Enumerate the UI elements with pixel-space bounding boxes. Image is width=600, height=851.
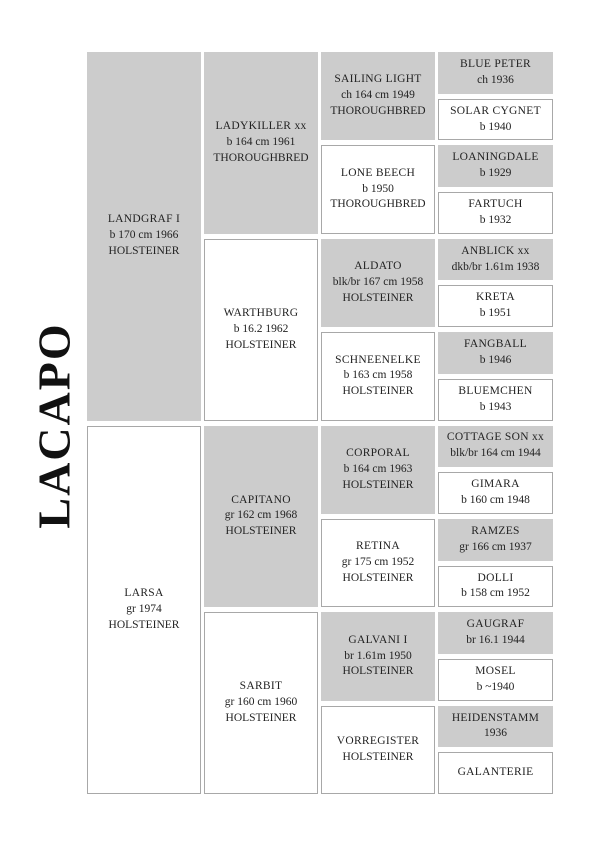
horse-info: blk/br 167 cm 1958 <box>332 276 424 288</box>
horse-name: FARTUCH <box>468 198 523 211</box>
horse-info: b 158 cm 1952 <box>461 587 530 600</box>
horse-info: dkb/br 1.61m 1938 <box>451 260 540 273</box>
horse-info: b 1951 <box>479 307 512 320</box>
horse-breed: HOLSTEINER <box>108 618 180 631</box>
pedigree-box-gen4-13 <box>438 612 553 654</box>
pedigree-box-gen4-12 <box>438 566 553 608</box>
horse-name: RAMZES <box>471 524 520 537</box>
horse-name: LOANINGDALE <box>452 151 539 164</box>
horse-info: b 1940 <box>479 120 512 133</box>
horse-name: WARTHBURG <box>223 306 299 319</box>
horse-info: b 1943 <box>479 400 512 413</box>
pedigree-box-gen4-4 <box>438 192 553 234</box>
pedigree-box-gen2-3 <box>204 426 318 608</box>
pedigree-box-gen4-8 <box>438 379 553 421</box>
horse-breed: THOROUGHBRED <box>330 105 426 118</box>
horse-name: LONE BEECH <box>340 166 416 179</box>
horse-info: ch 164 cm 1949 <box>341 89 415 102</box>
horse-info: br 1.61m 1950 <box>344 649 412 662</box>
pedigree-box-gen4-9 <box>438 426 553 468</box>
pedigree-box-gen3-6 <box>321 519 435 607</box>
pedigree-box-gen4-10 <box>438 472 553 514</box>
horse-breed: HOLSTEINER <box>342 571 414 584</box>
horse-breed: HOLSTEINER <box>225 712 297 725</box>
pedigree-box-gen4-11 <box>438 519 553 561</box>
pedigree-box-gen3-7 <box>321 612 435 700</box>
horse-name: SCHNEENELKE <box>335 353 421 366</box>
horse-name: BLUEMCHEN <box>458 384 533 397</box>
horse-info: br 16.1 1944 <box>466 634 525 647</box>
horse-breed: HOLSTEINER <box>225 338 297 351</box>
pedigree-box-gen4-2 <box>438 99 553 141</box>
horse-info: gr 1974 <box>126 602 162 615</box>
horse-breed: HOLSTEINER <box>342 478 414 491</box>
horse-name: MOSEL <box>475 664 516 677</box>
pedigree-box-gen3-2 <box>321 145 435 233</box>
horse-name: SARBIT <box>239 680 283 693</box>
pedigree-box-gen4-7 <box>438 332 553 374</box>
pedigree-box-gen3-5 <box>321 426 435 514</box>
horse-info: b 1929 <box>479 167 512 180</box>
horse-info: ch 1936 <box>477 73 514 86</box>
horse-info: b 1932 <box>479 213 512 226</box>
pedigree-box-gen2-2 <box>204 239 318 421</box>
horse-info: b 160 cm 1948 <box>461 494 530 507</box>
horse-name: GAUGRAF <box>466 618 525 631</box>
horse-name: FANGBALL <box>464 338 527 351</box>
horse-breed: THOROUGHBRED <box>213 151 309 164</box>
horse-name: KRETA <box>476 291 515 304</box>
horse-name: HEIDENSTAMM <box>451 711 540 724</box>
pedigree-box-gen2-4 <box>204 612 318 794</box>
pedigree-box-gen4-16 <box>438 752 553 794</box>
horse-name: LARSA <box>124 586 164 599</box>
horse-breed: HOLSTEINER <box>342 665 414 678</box>
pedigree-box-gen3-8 <box>321 706 435 794</box>
pedigree-box-gen2-1 <box>204 52 318 234</box>
horse-name: SAILING LIGHT <box>334 73 422 86</box>
horse-info: b 164 cm 1961 <box>226 135 296 148</box>
pedigree-box-gen4-6 <box>438 285 553 327</box>
pedigree-box-gen4-5 <box>438 239 553 281</box>
horse-breed: HOLSTEINER <box>342 385 414 398</box>
pedigree-box-gen3-4 <box>321 332 435 420</box>
horse-info: gr 166 cm 1937 <box>459 540 532 553</box>
horse-info: b 16.2 1962 <box>233 322 289 335</box>
horse-breed: HOLSTEINER <box>225 525 297 538</box>
horse-info: b ~1940 <box>476 680 515 693</box>
horse-info: gr 160 cm 1960 <box>224 696 298 709</box>
horse-name-title <box>24 52 84 798</box>
horse-info: gr 162 cm 1968 <box>224 509 298 522</box>
pedigree-box-gen3-3 <box>321 239 435 327</box>
horse-name: DOLLI <box>477 571 514 584</box>
horse-info: b 170 cm 1966 <box>109 229 179 242</box>
horse-name: ANBLICK xx <box>461 244 530 257</box>
horse-name: CAPITANO <box>231 493 291 506</box>
horse-name: COTTAGE SON xx <box>446 431 545 444</box>
horse-name: LADYKILLER xx <box>215 120 307 133</box>
horse-name: CORPORAL <box>346 446 410 459</box>
horse-name-text: LACAPO <box>28 321 80 529</box>
horse-info: b 1950 <box>362 182 394 195</box>
horse-name: GIMARA <box>471 478 520 491</box>
horse-name: RETINA <box>356 540 400 553</box>
horse-breed: HOLSTEINER <box>342 291 414 304</box>
horse-name: SOLAR CYGNET <box>450 104 541 117</box>
horse-name: VORREGISTER <box>336 734 420 747</box>
horse-breed: HOLSTEINER <box>108 245 180 258</box>
pedigree-box-gen1-2 <box>87 426 201 795</box>
horse-info: blk/br 164 cm 1944 <box>450 447 541 460</box>
horse-name: LANDGRAF I <box>107 213 181 226</box>
pedigree-box-gen4-3 <box>438 145 553 187</box>
horse-name: BLUE PETER <box>459 57 532 70</box>
horse-info: b 164 cm 1963 <box>343 462 413 475</box>
horse-info: gr 175 cm 1952 <box>341 556 415 569</box>
pedigree-box-gen4-15 <box>438 706 553 748</box>
pedigree-box-gen4-14 <box>438 659 553 701</box>
horse-breed: THOROUGHBRED <box>330 198 426 211</box>
pedigree-box-gen4-1 <box>438 52 553 94</box>
horse-breed: HOLSTEINER <box>342 750 414 763</box>
horse-info: 1936 <box>484 727 507 740</box>
horse-name: GALANTERIE <box>457 766 534 779</box>
horse-name: GALVANI I <box>348 633 408 646</box>
pedigree-box-gen1-1 <box>87 52 201 421</box>
horse-name: ALDATO <box>354 260 402 273</box>
horse-info: b 163 cm 1958 <box>343 369 413 382</box>
horse-info: b 1946 <box>479 353 512 366</box>
pedigree-box-gen3-1 <box>321 52 435 140</box>
